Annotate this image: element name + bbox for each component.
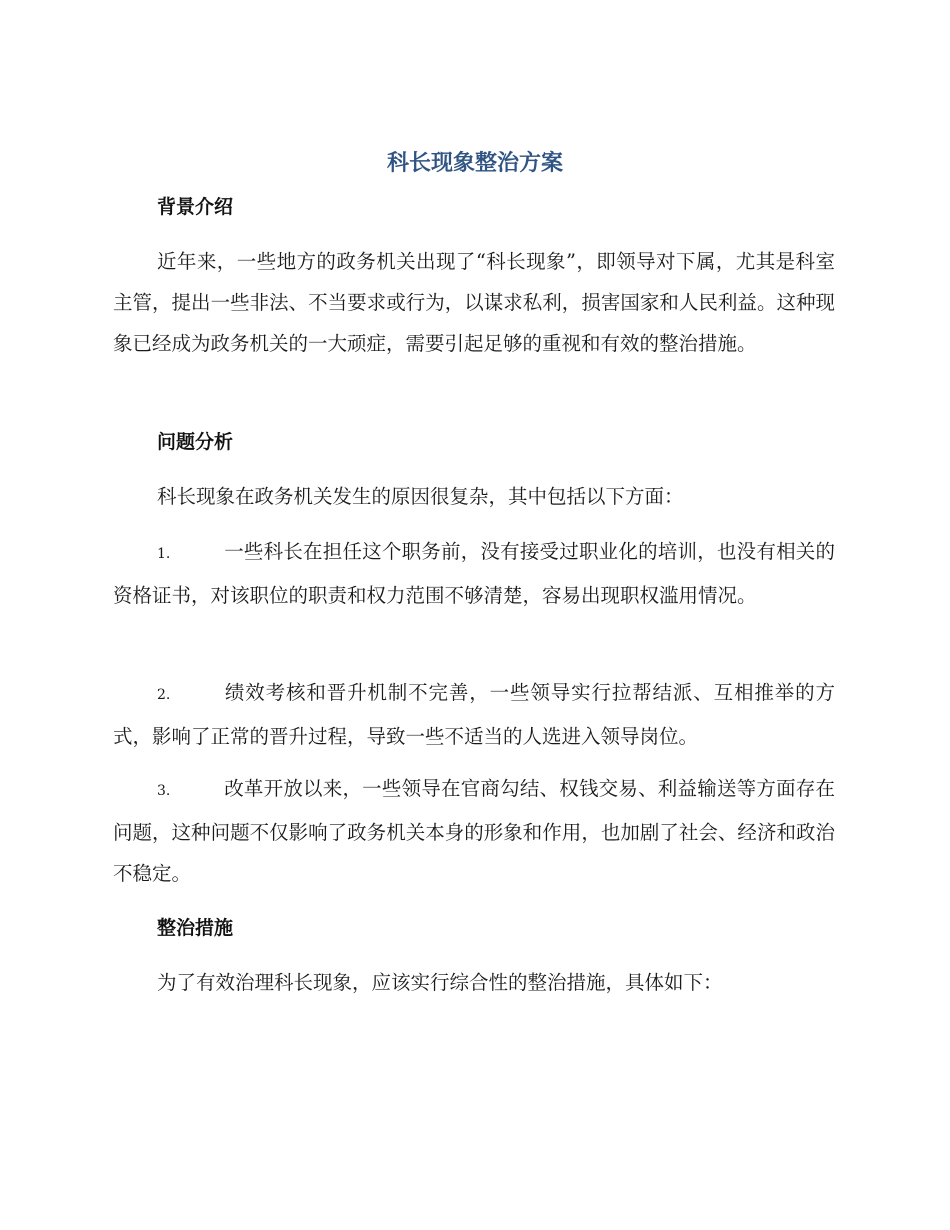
document-title: 科长现象整治方案 bbox=[386, 151, 563, 176]
list-item-text: 改革开放以来，一些领导在官商勾结、权钱交易、利益输送等方面存在问题，这种问题不仅影响了政务机关本身的形象和作用，也加剧了社会、经济和政治不稳定。 bbox=[113, 777, 835, 885]
list-item bbox=[113, 672, 835, 757]
section-heading-background: 背景介绍 bbox=[157, 196, 234, 218]
section-heading-measures: 整治措施 bbox=[157, 917, 234, 939]
measures-intro: 为了有效治理科长现象，应该实行综合性的整治措施，具体如下： bbox=[157, 971, 723, 994]
background-paragraph: 近年来，一些地方的政务机关出现了“科长现象”，即领导对下属，尤其是科室主管，提出一些非法、不当要求或行为，以谋求私利，损害国家和人民利益。这种现象已经成为政务机关的一大顽症，需要引起足够的重视和有效的整治措施。 bbox=[113, 250, 835, 355]
analysis-intro: 科长现象在政务机关发生的原因很复杂，其中包括以下方面： bbox=[157, 485, 684, 508]
section-heading-analysis: 问题分析 bbox=[157, 431, 234, 453]
list-item bbox=[113, 768, 835, 894]
list-item-number: 1. bbox=[157, 546, 171, 562]
list-item bbox=[113, 531, 835, 616]
list-item-text: 绩效考核和晋升机制不完善，一些领导实行拉帮结派、互相推举的方式，影响了正常的晋升过程，导致一些不适当的人选进入领导岗位。 bbox=[113, 681, 835, 748]
list-item-text: 一些科长在担任这个职务前，没有接受过职业化的培训，也没有相关的资格证书，对该职位的职责和权力范围不够清楚，容易出现职权滥用情况。 bbox=[113, 540, 835, 607]
list-item-number: 3. bbox=[157, 783, 171, 799]
list-item-number: 2. bbox=[157, 687, 171, 703]
